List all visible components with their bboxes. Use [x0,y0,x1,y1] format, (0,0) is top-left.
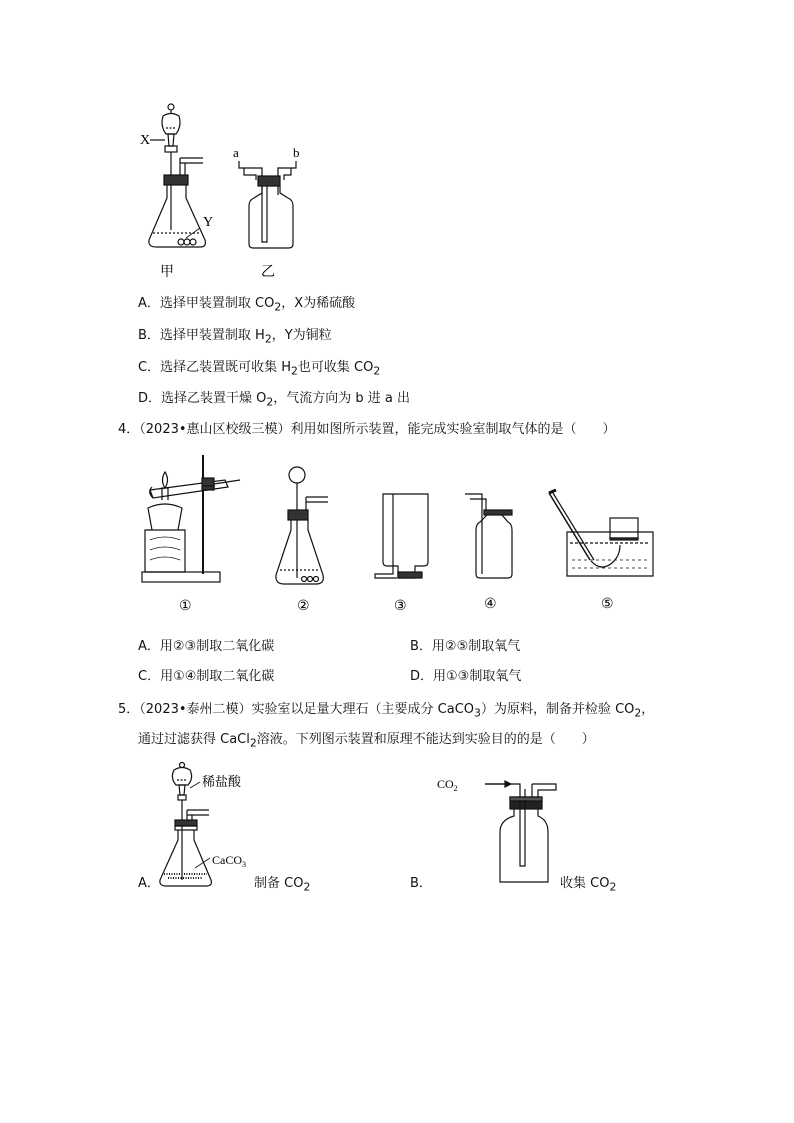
q5-stem-line2: 通过过滤获得 CaCl$_2$溶液。下列图示装置和原理不能达到实验目的的是（ ） [138,732,595,750]
label-b: b [293,145,300,160]
q5-option-b-letter: B． [410,876,432,891]
q5-option-b-caption: 收集 $CO_2$ [560,876,617,894]
q4-label-4: ④ [484,597,497,612]
q4-option-d: D．用①③制取氧气 [410,669,522,684]
q4-label-3: ③ [394,599,407,614]
caption-jia: 甲 [160,265,174,280]
q4-label-2: ② [297,599,310,614]
q3-option-c: C．选择乙装置既可收集 $H_2$也可收集 $CO_2$ [138,360,381,378]
caption-yi: 乙 [261,265,275,280]
q3-option-b: B．选择甲装置制取 $H_2$，Y为铜粒 [138,328,332,346]
q5b-gas-label: $CO_2$ [437,777,458,793]
label-a: a [233,145,239,160]
q3-option-a: A．选择甲装置制取 $CO_2$，X为稀硫酸 [138,296,356,314]
q4-option-c: C．用①④制取二氧化碳 [138,669,275,684]
q4-stem: 4．（2023•惠山区校级三模）利用如图所示装置，能完成实验室制取气体的是（ ） [118,422,616,437]
label-x: X [140,133,151,148]
q5-option-a-letter: A． [138,876,160,891]
q5-stem-line1: 5．（2023•泰州二模）实验室以足量大理石（主要成分 CaCO$_3$）为原料，制备并检验 $CO_2$， [118,702,655,720]
q5a-solid-label: CaCO$_3$ [212,853,246,869]
q4-option-a: A．用②③制取二氧化碳 [138,639,275,654]
q3-option-d: D．选择乙装置干燥 $O_2$，气流方向为 b 进 a 出 [138,391,411,409]
q4-label-1: ① [179,599,192,614]
label-y: Y [203,215,214,230]
q4-option-b: B．用②⑤制取氧气 [410,639,521,654]
q5a-acid-label: 稀盐酸 [202,774,242,789]
q5-option-a-caption: 制备 $CO_2$ [254,876,311,894]
q4-label-5: ⑤ [601,597,614,612]
